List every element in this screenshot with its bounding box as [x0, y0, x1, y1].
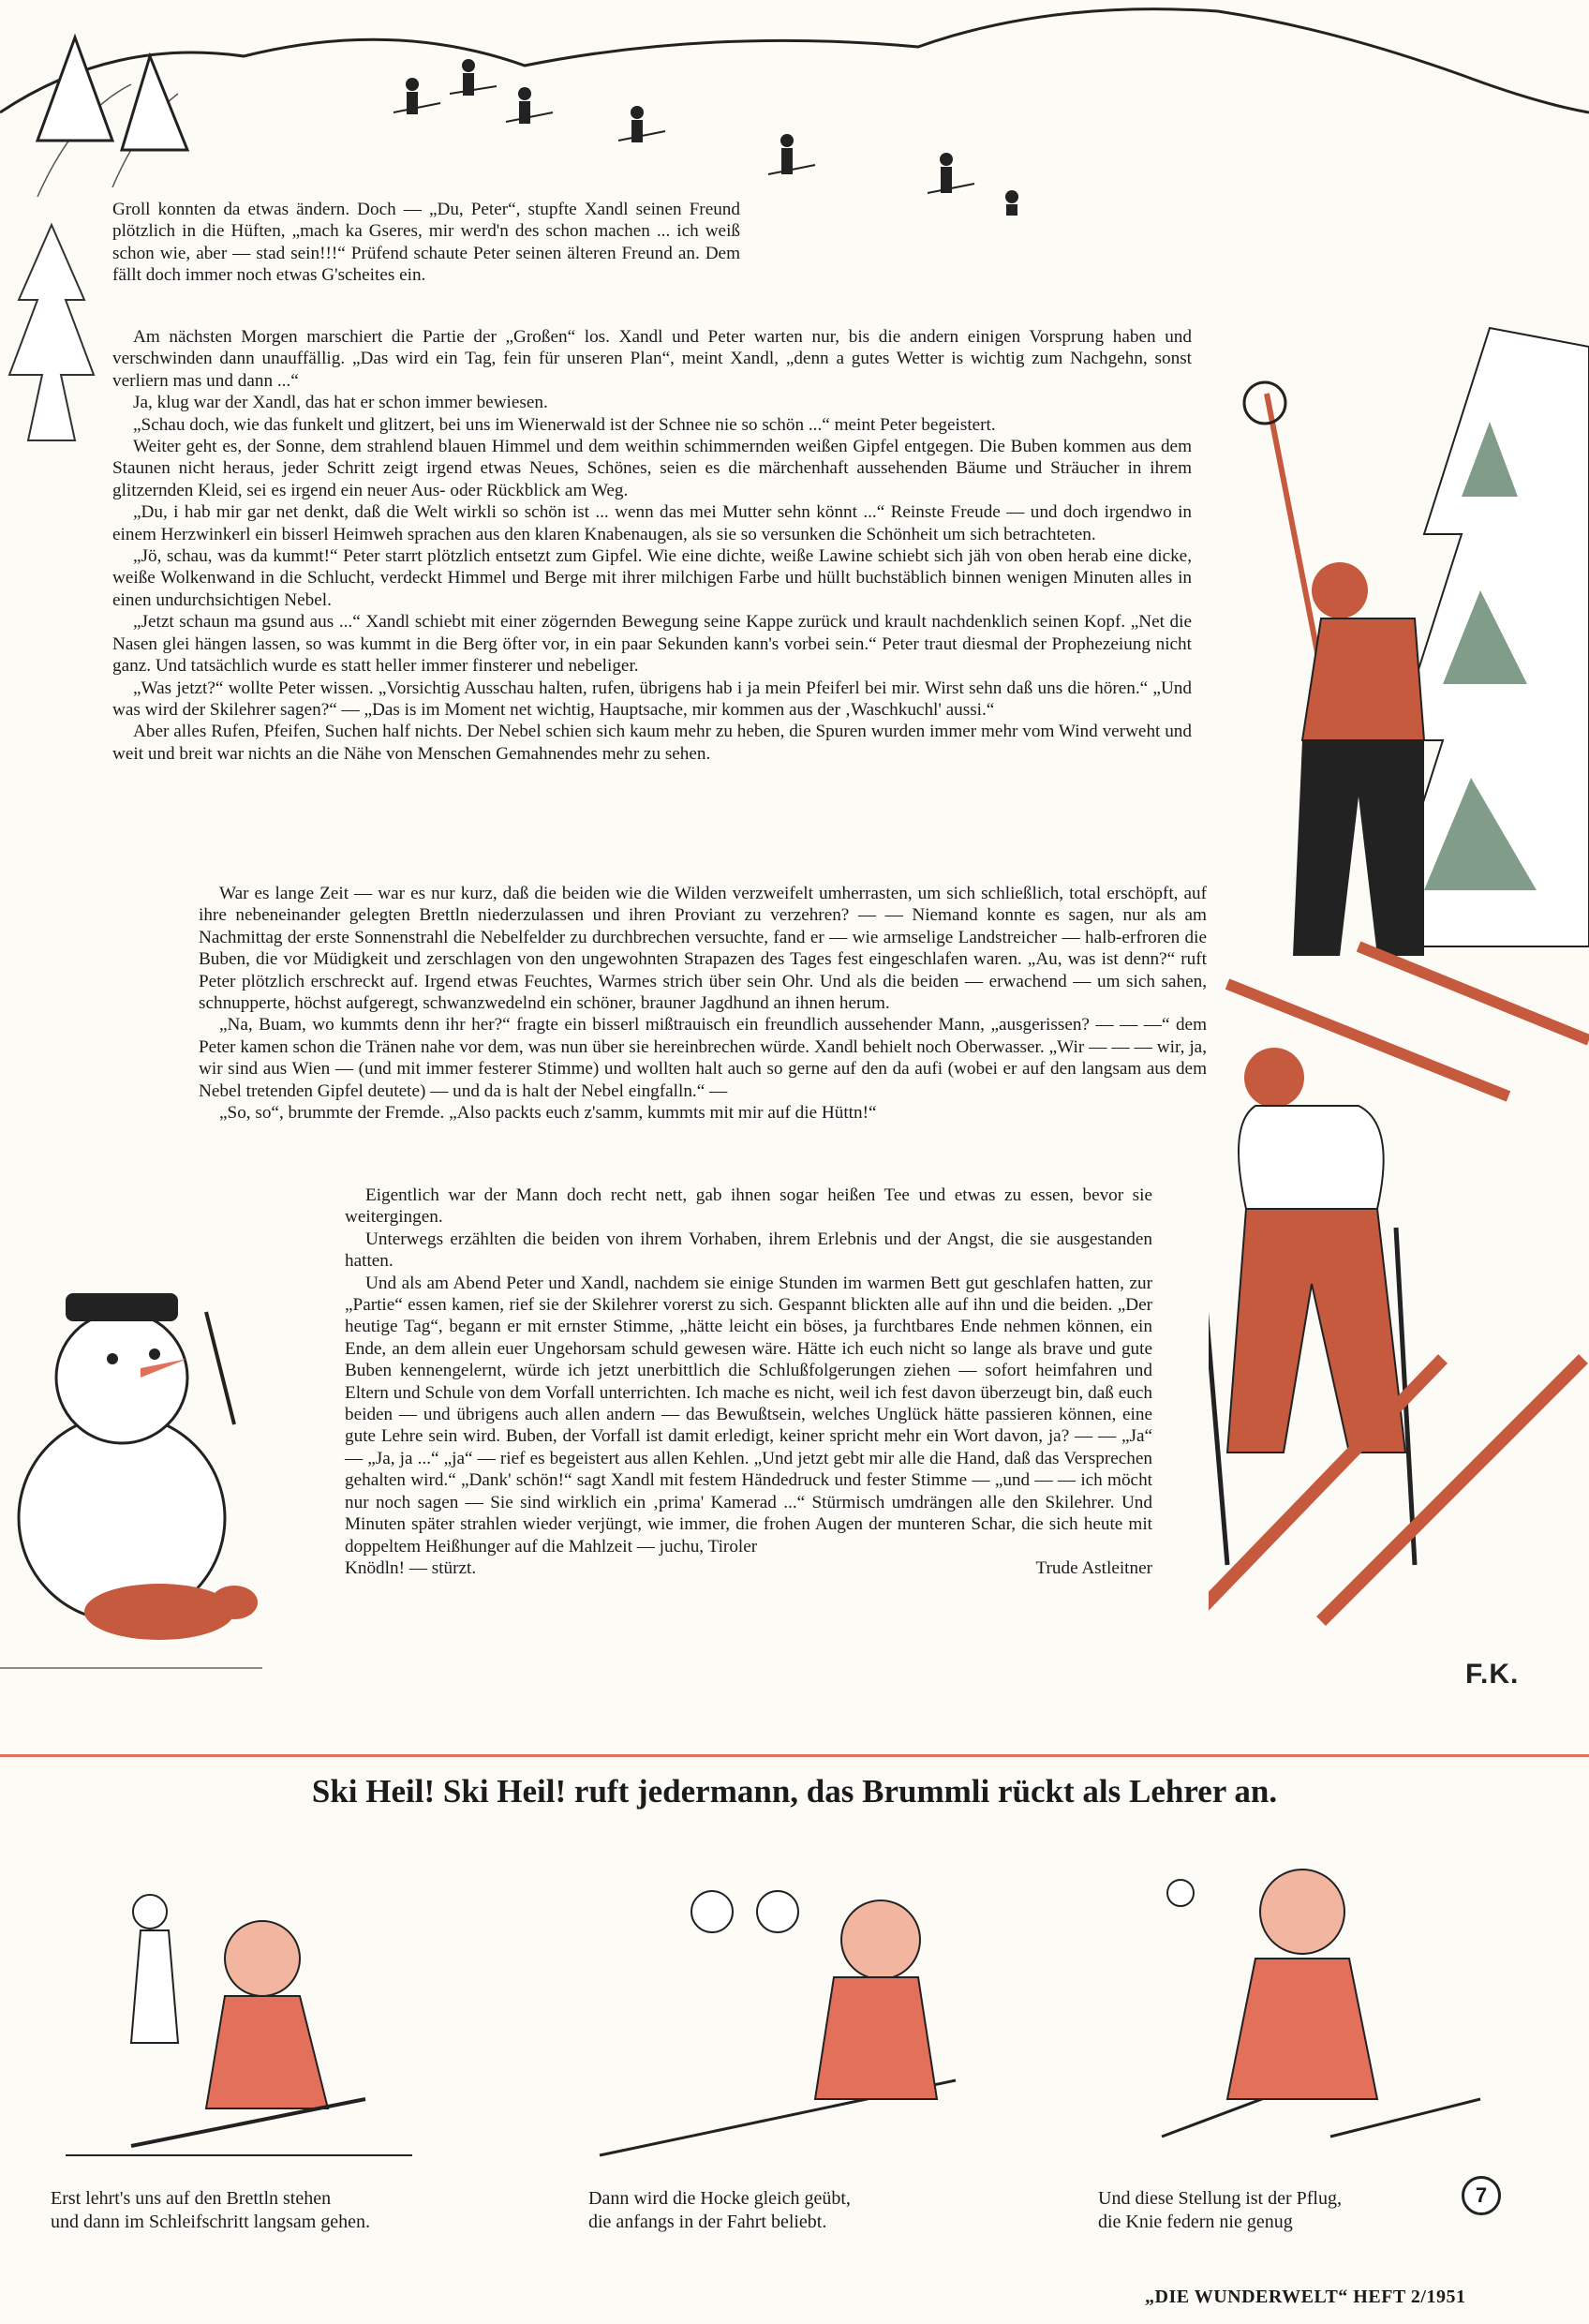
section-divider [0, 1754, 1589, 1757]
story-paragraph: War es lange Zeit — war es nur kurz, daß die beiden wie die Wilden verzweifelt umherrasten, um sich schließlich, total erschöpft, auf ihre nebeneinander gelegten Brettln niederzulassen und ihren Proviant zu verzehren? — — Niemand konnte es sagen, nur als am Nachmittag der erste Sonnenstrahl die Nebelfelder zu durchbrechen versuchte, fand er — wie armselige Landstreicher — halb-erfroren die Buben, die vor Müdigkeit und zerschlagen von den ungewohnten Strapazen des Tages fest eingeschlafen waren. „Au, was ist denn?“ ruft Peter plötzlich erschreckt auf. Irgend etwas Feuchtes, Warmes strich über sein Ohr. Und als die beiden — erwachend — um sich sahen, schnupperte, höchst aufgeregt, schwanzwedelnd ein schöner, brauner Jagdhund an ihnen herum. [199, 884, 1207, 1014]
story-paragraph: „Jö, schau, was da kummt!“ Peter starrt plötzlich entsetzt zum Gipfel. Wie eine dichte, weiße Lawine schiebt sich jäh von oben herab eine dicke, weiße Wolkenwand in die Schlucht, verdeckt Himmel und Berge mit ihrer milchigen Farbe und hüllt buchstäblich binnen wenigen Minuten alles in einen undurchsichtigen Nebel. [112, 546, 1192, 610]
story-closing-line [345, 1557, 1152, 1579]
story-paragraph: „Du, i hab mir gar net denkt, daß die Welt wirkli so schön ist ... wenn das mei Mutter sehn könnt ...“ Reinste Freude — und doch irgendwo in einem Herzwinkerl ein bisserl Heimweh sprachen aus den klaren Knabenaugen, als sie so versunken die Schönheit um sich betrachteten. [112, 502, 1192, 544]
skiers-illustration [1209, 141, 1589, 1734]
comic-heading: Ski Heil! Ski Heil! ruft jedermann, das Brummli rückt als Lehrer an. [311, 1773, 1278, 1810]
issue-footer: „DIE WUNDERWELT“ HEFT 2/1951 [1145, 2287, 1466, 2307]
story-paragraphs-col1 [112, 199, 740, 287]
story-paragraphs-main [112, 326, 1192, 765]
caption-line: die anfangs in der Fahrt beliebt. [588, 2212, 827, 2232]
story-paragraph: „Jetzt schaun ma gsund aus ...“ Xandl schiebt mit einer zögernden Bewegung seine Kappe zurück und krault nachdenklich seinen Kopf. „Net die Nasen glei hängen lassen, so was kummt in die Berg öfter vor, in ein paar Sekunden kann's vorbei sein.“ Peter traut diesmal der Prophezeiung nicht ganz. Und tatsächlich wurde es statt heller immer finsterer und nebeliger. [112, 612, 1192, 677]
story-paragraph: „Na, Buam, wo kummts denn ihr her?“ fragte ein bisserl mißtrauisch ein freundlich aussehender Mann, „ausgerissen? — — —“ dem Peter kamen schon die Tränen nahe vor dem, was nun über sie hereinbrechen würde. Xandl behielt noch Oberwasser. „Wir — — — wir, ja, wir sind aus Wien — (und mit immer festerer Stimme) und wollten halt auch so gerne auf den da aufi (wobei er auf den langsam aus dem Nebel tretenden Gipfel deutete) — und da is halt der Nebel eingfalln.“ — [199, 1015, 1207, 1101]
story-paragraph: Groll konnten da etwas ändern. Doch — „Du, Peter“, stupfte Xandl seinen Freund plötzlich in die Hüften, „mach ka Gseres, mir werd'n des schon machen ... ich weiß schon wie, aber — stad sein!!!“ Prüfend schaute Peter seinen älteren Freund an. Dem fällt doch immer noch etwas G'scheites ein. [112, 200, 740, 286]
caption-line: Erst lehrt's uns auf den Brettln stehen [51, 2188, 332, 2209]
comic-caption-1 [51, 2187, 370, 2234]
caption-line: Dann wird die Hocke gleich geübt, [588, 2188, 851, 2209]
snowy-tree-illustration [0, 216, 103, 450]
story-paragraph: Am nächsten Morgen marschiert die Partie der „Großen“ los. Xandl und Peter warten nur, bis die andern einigen Vorsprung haben und verschwinden dann unauffällig. „Das wird ein Tag, fein für unseren Plan“, meint Xandl, „denn a gutes Wetter is wichtig zum Nachgehn, sonst verliern mas und dann ...“ [112, 327, 1192, 391]
story-paragraph: „Was jetzt?“ wollte Peter wissen. „Vorsichtig Ausschau halten, rufen, übrigens hab i ja mein Pfeiferl bei mir. Wirst sehn daß uns die hören.“ „Und was wird der Skilehrer sagen?“ — „Das is im Moment net wichtig, Hauptsache, mir kommen aus der ‚Waschkuchl' aussi.“ [112, 678, 1192, 720]
story-paragraph: Ja, klug war der Xandl, das hat er schon immer bewiesen. [133, 393, 548, 413]
story-paragraphs-middle [199, 883, 1207, 1124]
story-paragraph: Eigentlich war der Mann doch recht nett, gab ihnen sogar heißen Tee und etwas zu essen, bevor sie weitergingen. [345, 1185, 1152, 1228]
author-name: Trude Astleitner [1035, 1557, 1152, 1578]
story-paragraph: „Schau doch, wie das funkelt und glitzert, bei uns im Wienerwald ist der Schnee nie so schön ...“ meint Peter begeistert. [133, 414, 996, 435]
story-paragraph: Und als am Abend Peter und Xandl, nachdem sie einige Stunden im warmen Bett gut geschlafen hatten, zur „Partie“ essen kamen, rief sie der Skilehrer vorerst zu sich. Gespannt blickten alle auf ihn und die beiden. „Der heutige Tag“, begann er mit ernster Stimme, „hätte leicht ein böses, ja furchtbares Ende nehmen können, ein Ende, an dem allein euer Ungehorsam schuld gewesen wäre. Hätte ich euch nicht so lange als brave und gute Buben kennengelernt, würde ich jetzt unerbittlich die Schlußfolgerungen ziehen — sofort heimfahren und Eltern und Schule von dem Vorfall unterrichten. Ich mache es nicht, weil ich fest davon überzeugt bin, daß euch beiden — und übrigens auch allen andern — das Bewußtsein, welches Unglück hätte passieren können, eine gute Lehre sein wird. Buben, der Vorfall ist damit erledigt, keiner spricht mehr ein Wort davon, ja? — — „Ja“ — „Ja, ja ...“ „ja“ — rief es begeistert aus allen Kehlen. „Und jetzt gebt mir alle die Hand, daß das Versprechen gehalten wird.“ „Dank' schön!“ sagt Xandl mit festem Händedruck und fester Stimme — „und — — ich möcht nur noch sagen — Sie sind wirklich ein ‚prima' Kamerad ...“ Stürmisch umdrängen alle den Skilehrer. Und Minuten später strahlen wieder verjüngt, wie immer, die frohen Augen der munteren Schar, die sich heute mit doppeltem Heißhunger auf die Mahlzeit — juchu, Tiroler [345, 1273, 1152, 1557]
snowman-illustration [0, 1237, 281, 1687]
comic-caption-2 [588, 2187, 851, 2234]
story-paragraph: Aber alles Rufen, Pfeifen, Suchen half nichts. Der Nebel schien sich kaum mehr zu heben, die Spuren wurden immer mehr vom Wind verweht und weit und breit war nichts an die Nähe von Menschen Gemahnendes mehr zu sehen. [112, 722, 1192, 764]
caption-line: und dann im Schleifschritt langsam gehen. [51, 2212, 371, 2232]
story-last-line: Knödln! — stürzt. [345, 1557, 477, 1578]
story-paragraph: „So, so“, brummte der Fremde. „Also packts euch z'samm, kummts mit mir auf die Hüttn!“ [219, 1103, 877, 1124]
page-number-badge: 7 [1462, 2176, 1501, 2215]
comic-caption-3 [1098, 2187, 1342, 2234]
comic-panel-3 [1106, 1855, 1518, 2174]
story-paragraph: Weiter geht es, der Sonne, dem strahlend blauen Himmel und dem weithin schimmernden weißen Gipfel entgegen. Die Buben kommen aus dem Staunen nicht heraus, jeder Schritt zeigt irgend etwas Neues, Schönes, seien es die märchenhaft aussehenden Bäume und Sträucher in ihrem glitzernden Kleid, sei es irgend ein neuer Aus- oder Rückblick am Weg. [112, 437, 1192, 500]
caption-line: die Knie federn nie genug [1098, 2212, 1293, 2232]
comic-panel-1 [56, 1855, 431, 2174]
story-paragraph: Unterwegs erzählten die beiden von ihrem Vorhaben, ihrem Erlebnis und der Angst, die sie ausgestanden hatten. [345, 1229, 1152, 1272]
comic-panel-2 [581, 1855, 974, 2174]
story-paragraphs-end [345, 1184, 1152, 1579]
caption-line: Und diese Stellung ist der Pflug, [1098, 2188, 1342, 2209]
illustrator-signature: F.K. [1465, 1659, 1520, 1690]
